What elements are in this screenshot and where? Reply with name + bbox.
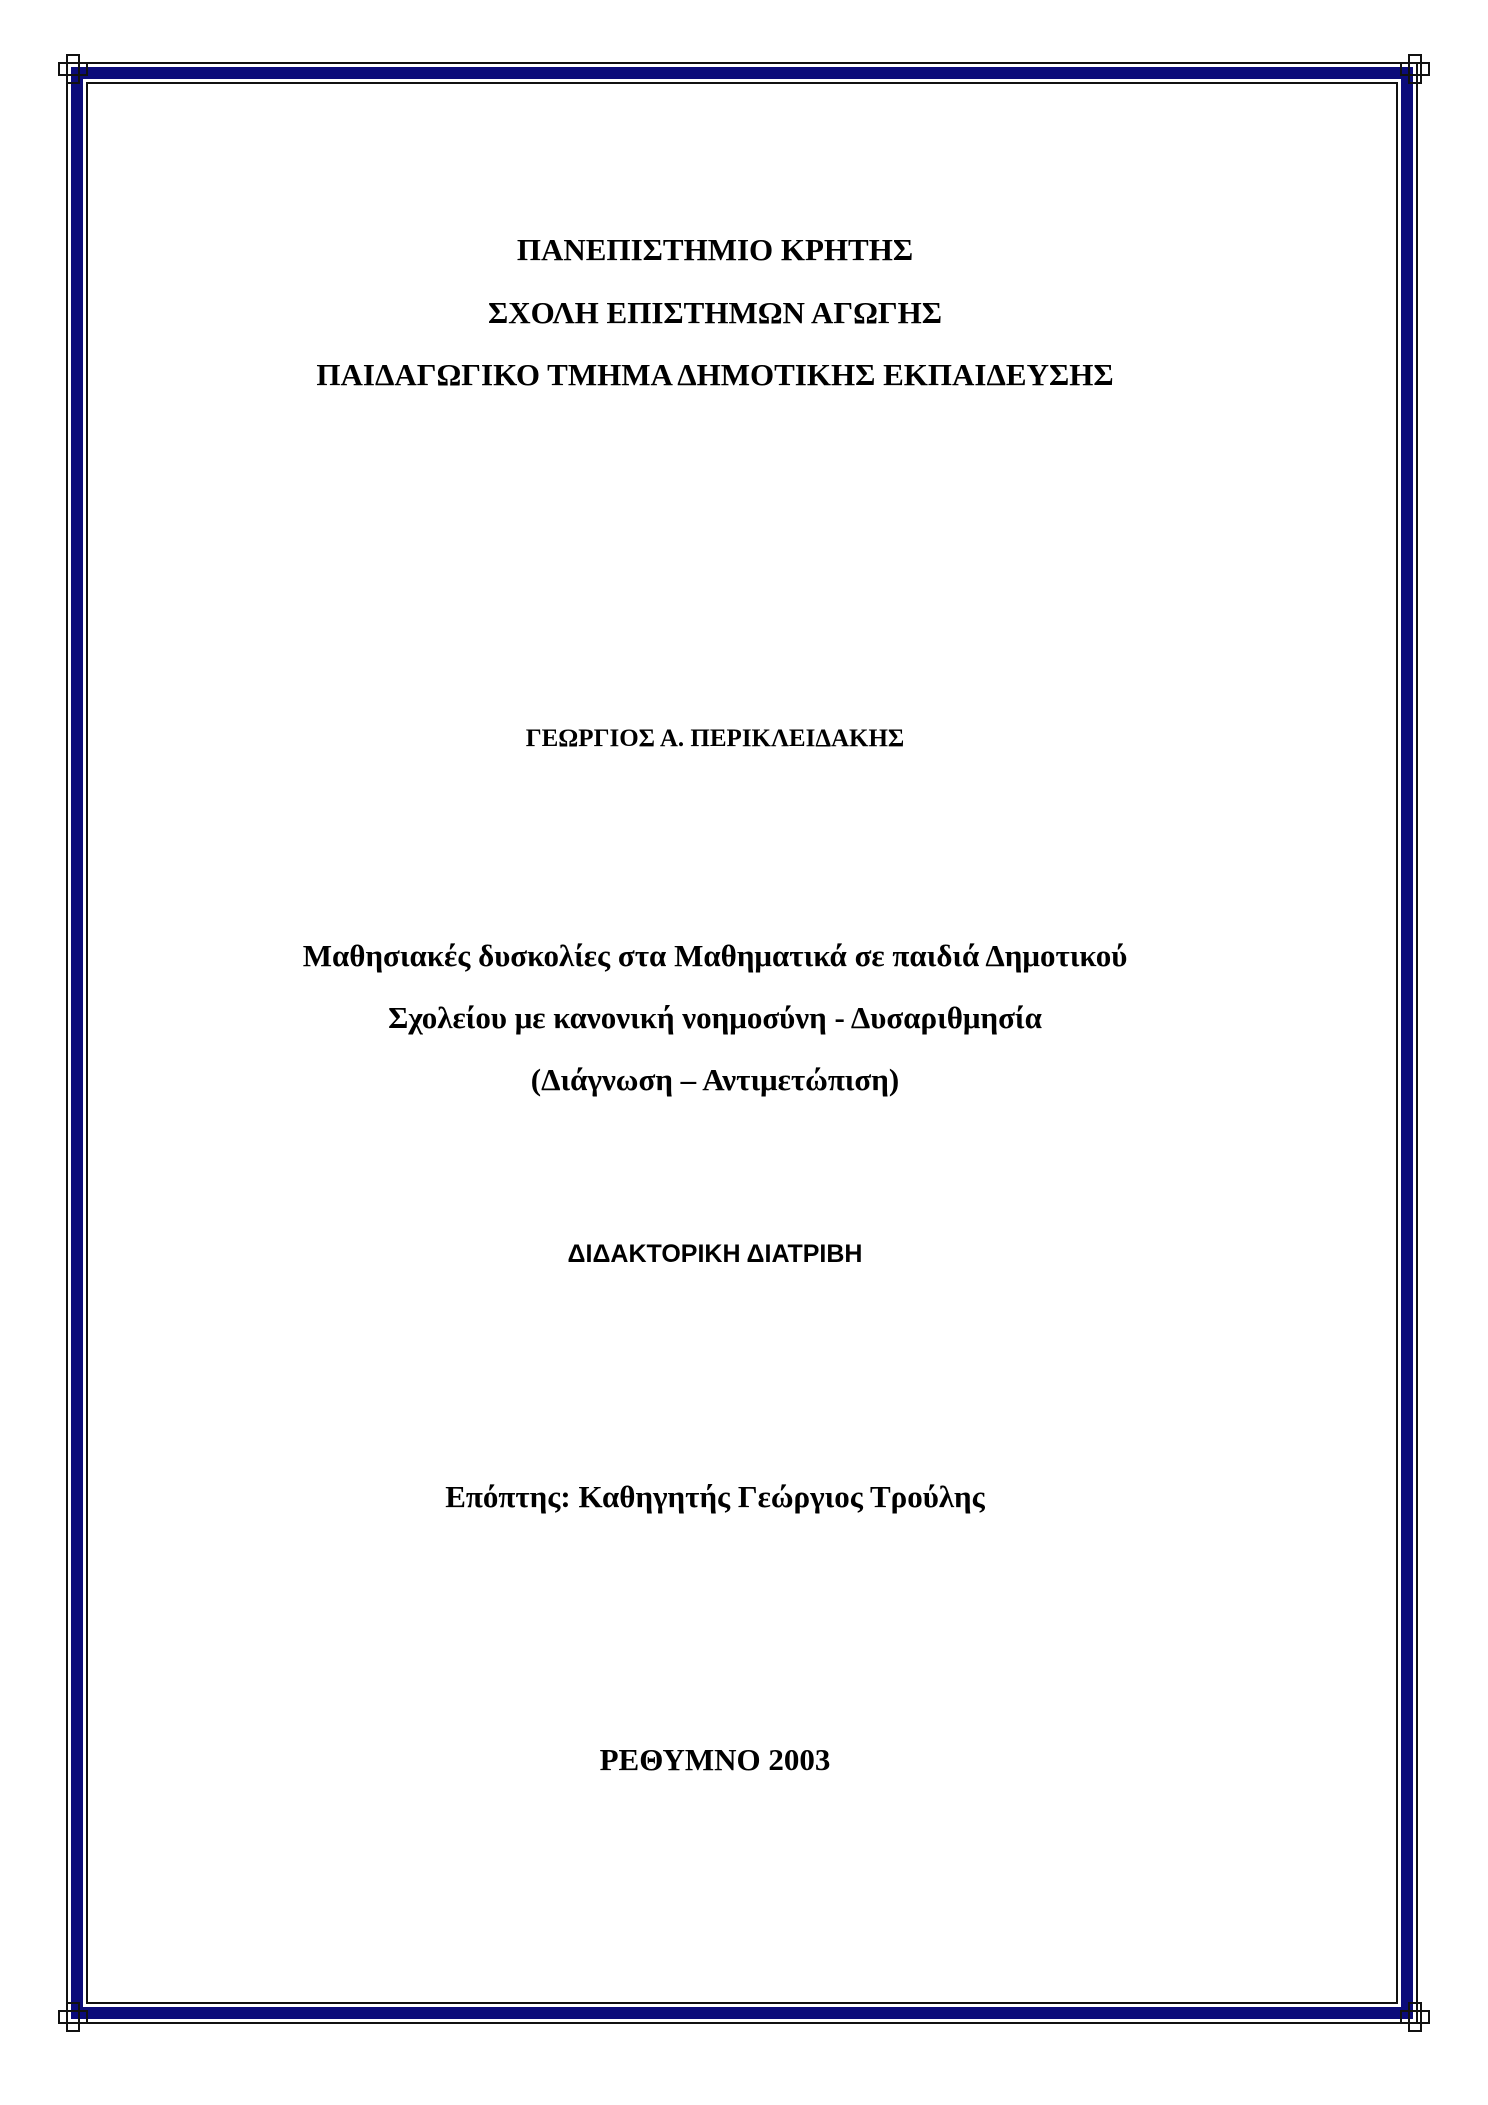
corner-ornament-bottom-right [1400,2002,1430,2032]
school-name: ΣΧΟΛΗ ΕΠΙΣΤΗΜΩΝ ΑΓΩΓΗΣ [487,295,943,330]
place-and-year: ΡΕΘΥΜΝΟ 2003 [599,1742,831,1777]
thesis-title-line-1: Μαθησιακές δυσκολίες στα Μαθηματικά σε παιδιά Δημοτικού [302,938,1128,973]
university-name: ΠΑΝΕΠΙΣΤΗΜΙΟ ΚΡΗΤΗΣ [516,232,914,267]
corner-ornament-bottom-left [58,2002,88,2032]
supervisor-line: Επόπτης: Καθηγητής Γεώργιος Τρούλης [445,1479,985,1514]
corner-ornament-top-right [1400,54,1430,84]
thesis-title-line-3: (Διάγνωση – Αντιμετώπιση) [530,1062,900,1097]
corner-ornament-top-left [58,54,88,84]
thesis-title-line-2: Σχολείου με κανονική νοημοσύνη - Δυσαριθμησία [388,1000,1042,1035]
document-type: ΔΙΔΑΚΤΟΡΙΚΗ ΔΙΑΤΡΙΒΗ [567,1240,863,1268]
department-name: ΠΑΙΔΑΓΩΓΙΚΟ ΤΜΗΜΑ ΔΗΜΟΤΙΚΗΣ ΕΚΠΑΙΔΕΥΣΗΣ [316,357,1114,392]
author-name: ΓΕΩΡΓΙΟΣ Α. ΠΕΡΙΚΛΕΙΔΑΚΗΣ [525,725,905,752]
